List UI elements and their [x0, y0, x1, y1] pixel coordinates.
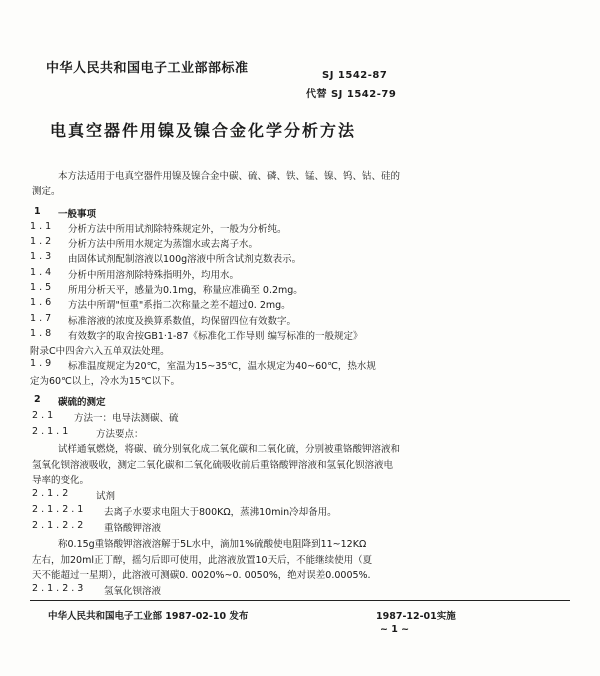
item-1-6-number: 1 . 6 — [30, 297, 52, 308]
item-2-1-2-2-text: 重铬酸钾溶液 — [104, 523, 162, 534]
item-1-7-text: 标准溶液的浓度及换算系数值，均保留四位有效数字。 — [68, 316, 297, 327]
item-1-4-number: 1 . 4 — [30, 267, 52, 278]
item-2-1-2-2-para-2: 左右，加20ml正丁醇，摇匀后即可使用，此溶液放置10天后，不能继续使用（夏 — [32, 555, 373, 566]
item-1-5-text: 所用分析天平，感量为0.1mg，称量应准确至 0.2mg。 — [68, 285, 303, 296]
item-1-3-text: 由固体试剂配制溶液以100g溶液中所含试剂克数表示。 — [68, 254, 302, 265]
item-1-2-number: 1 . 2 — [30, 236, 52, 247]
item-1-8-text: 有效数字的取舍按GB1·1-87《标准化工作导则 编写标准的一般规定》 — [68, 331, 363, 342]
item-2-1-2-text: 试剂 — [96, 491, 116, 502]
item-1-1-number: 1 . 1 — [30, 221, 52, 232]
item-1-1-text: 分析方法中所用试剂除特殊规定外，一般为分析纯。 — [68, 224, 287, 235]
item-2-1-2-2-para-3: 天不能超过一星期），此溶液可测碳0. 0020%~0. 0050%，绝对误差0.0005%. — [32, 570, 371, 581]
page-number: ~ 1 ~ — [380, 624, 410, 635]
item-1-8-continuation: 附录C中四舍六入五单双法处理。 — [30, 346, 170, 357]
section-1-title: 一般事项 — [58, 209, 97, 220]
item-2-1-2-1-number: 2 . 1 . 2 . 1 — [32, 504, 84, 515]
effective-date: 1987-12-01实施 — [376, 611, 456, 622]
standard-code: SJ 1542-87 — [322, 70, 388, 81]
item-1-5-number: 1 . 5 — [30, 282, 52, 293]
item-2-1-2-3-number: 2 . 1 . 2 . 3 — [32, 583, 84, 594]
item-2-1-1-text: 方法要点： — [96, 429, 144, 440]
item-2-1-number: 2 . 1 — [32, 410, 54, 421]
section-2-number: 2 — [34, 394, 41, 405]
item-1-9-line-1: 标准温度规定为20℃，室温为15~35℃，温水规定为40~60℃，热水规 — [68, 361, 376, 372]
intro-line-2: 测定。 — [32, 186, 61, 197]
issuing-authority: 中华人民共和国电子工业部部标准 — [46, 61, 249, 76]
item-1-2-text: 分析方法中所用水规定为蒸馏水或去离子水。 — [68, 239, 259, 250]
item-2-1-1-number: 2 . 1 . 1 — [32, 426, 69, 437]
section-2-title: 碳硫的测定 — [58, 397, 106, 408]
section-1-number: 1 — [34, 206, 41, 217]
item-1-7-number: 1 . 7 — [30, 313, 52, 324]
item-2-1-2-2-number: 2 . 1 . 2 . 2 — [32, 520, 84, 531]
item-1-3-number: 1 . 3 — [30, 251, 52, 262]
item-2-1-1-para-3: 导率的变化。 — [32, 475, 90, 486]
item-2-1-2-1-text: 去离子水要求电阻大于800KΩ，蒸沸10min冷却备用。 — [104, 507, 337, 518]
issue-date: 中华人民共和国电子工业部 1987-02-10 发布 — [48, 611, 249, 622]
item-1-8-number: 1 . 8 — [30, 328, 52, 339]
intro-line-1: 本方法适用于电真空器件用镍及镍合金中碳、硫、磷、铁、锰、镍、钨、钴、硅的 — [58, 171, 401, 182]
item-2-1-2-3-text: 氢氧化钡溶液 — [104, 586, 162, 597]
footer-divider — [30, 600, 570, 601]
item-2-1-1-para-1: 试样通氧燃烧，将碳、硫分别氧化成二氧化碳和二氧化硫，分别被重铬酸钾溶液和 — [58, 444, 401, 455]
item-1-9-line-2: 定为60℃以上，冷水为15℃以下。 — [30, 376, 181, 387]
item-2-1-2-number: 2 . 1 . 2 — [32, 488, 69, 499]
item-1-9-number: 1 . 9 — [30, 358, 52, 369]
item-2-1-1-para-2: 氢氧化钡溶液吸收，测定二氧化碳和二氧化硫吸收前后重铬酸钾溶液和氢氧化钡溶液电 — [32, 460, 394, 471]
item-2-1-2-2-para-1: 称0.15g重铬酸钾溶液溶解于5L水中，滴加1%硫酸使电阻降到11~12KΩ — [58, 539, 367, 550]
item-2-1-text: 方法一：电导法测碳、硫 — [74, 413, 179, 424]
document-title: 电真空器件用镍及镍合金化学分析方法 — [50, 121, 357, 140]
item-1-6-text: 方法中所谓"恒重"系指二次称量之差不超过0. 2mg。 — [68, 300, 291, 311]
item-1-4-text: 分析中所用溶剂除特殊指明外，均用水。 — [68, 270, 240, 281]
replaced-standard-code: 代替 SJ 1542-79 — [306, 89, 397, 100]
